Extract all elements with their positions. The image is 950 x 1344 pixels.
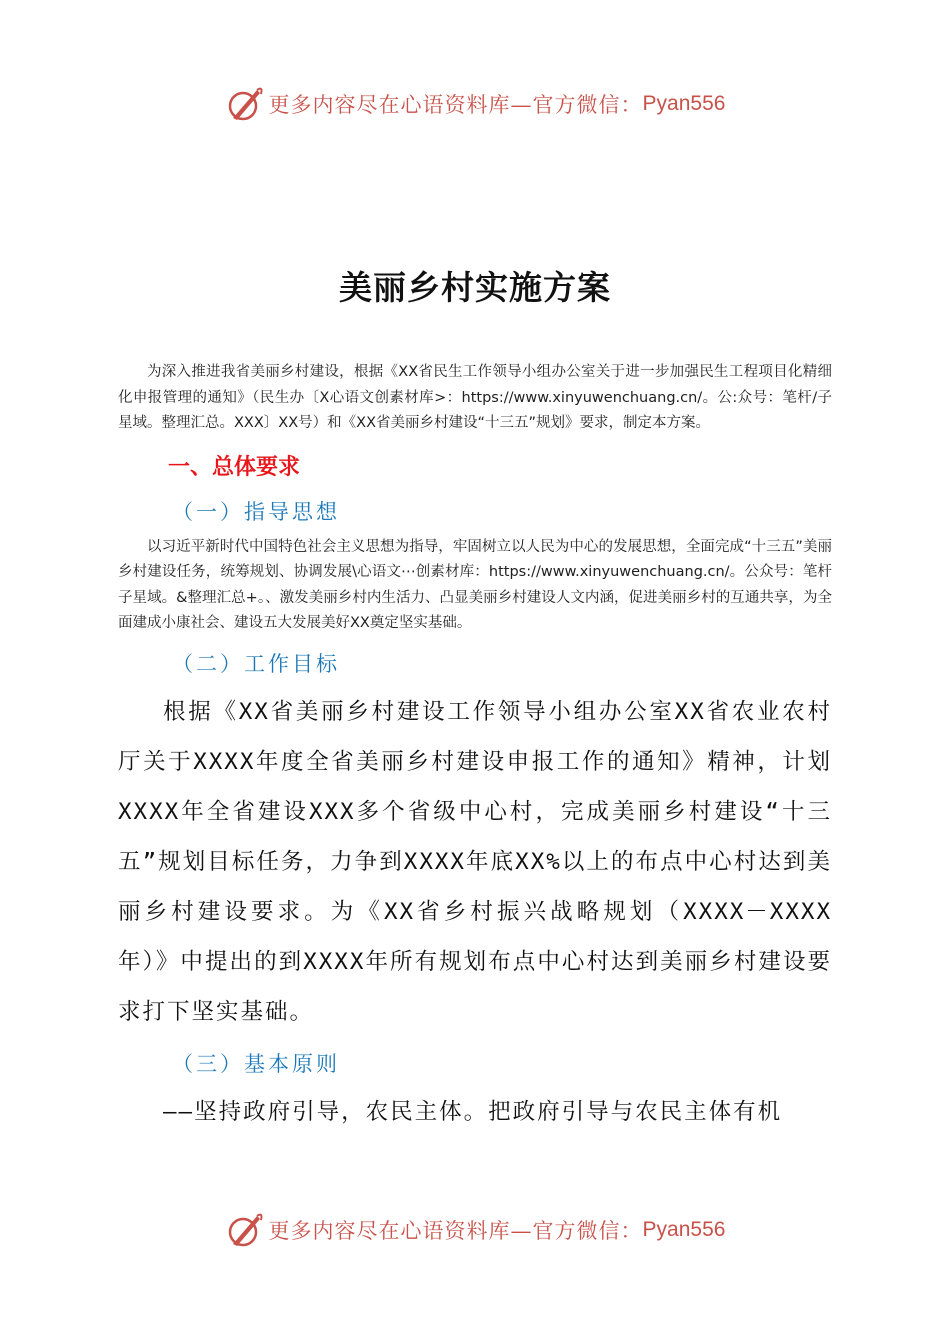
- document-title: 美丽乡村实施方案: [339, 268, 611, 307]
- guiding-thought-paragraph: 以习近平新时代中国特色社会主义思想为指导，牢固树立以人民为中心的发展思想，全面完成“十三五”美丽乡村建设任务，统筹规划、协调发展\心语文⋯创素材库：https://www.xinyuwenchuang.cn/。公众号：笔杆子星域。&整理汇总+。、激发美丽乡村内生活力、凸显美丽乡村建设人文内涵，促进美丽乡村的互通共享，为全面建成小康社会、建设五大发展美好XX奠定坚实基础。: [118, 538, 832, 631]
- footer-banner: [0, 1208, 950, 1252]
- subsection-heading-3: （三）基本原则: [172, 1051, 340, 1076]
- subsection-heading-1: （一）指导思想: [172, 499, 340, 524]
- header-banner: [0, 82, 950, 126]
- intro-paragraph: 为深入推进我省美丽乡村建设，根据《XX省民生工作领导小组办公室关于进一步加强民生工程项目化精细化申报管理的通知》（民生办〔X心语文创素材库>：https://www.xinyuwenchuang.cn/。公:众号：笔杆/子星域。整理汇总。XXX〕XX号）和《XX省美丽乡村建设“十三五”规划》要求，制定本方案。: [118, 364, 832, 431]
- document-body: [118, 360, 832, 1137]
- quill-logo-icon: [225, 1210, 265, 1250]
- banner-text: 更多内容尽在心语资料库—官方微信：: [268, 93, 643, 117]
- banner-wechat-id: Pyan556: [642, 1218, 726, 1241]
- work-goal-paragraph: 根据《XX省美丽乡村建设工作领导小组办公室XX省农业农村厅关于XXXX年度全省美丽乡村建设申报工作的通知》精神，计划XXXX年全省建设XXX多个省级中心村，完成美丽乡村建设“十三五”规划目标任务，力争到XXXX年底XX%以上的布点中心村达到美丽乡村建设要求。为《XX省乡村振兴战略规划（XXXX－XXXX年）》中提出的到XXXX年所有规划布点中心村达到美丽乡村建设要求打下坚实基础。: [118, 698, 832, 1025]
- banner-text: 更多内容尽在心语资料库—官方微信：: [268, 1219, 643, 1243]
- principle-paragraph: ——坚持政府引导，农民主体。把政府引导与农民主体有机: [163, 1098, 783, 1125]
- quill-logo-icon: [225, 84, 265, 124]
- section-heading-1: 一、总体要求: [168, 454, 301, 480]
- subsection-heading-2: （二）工作目标: [172, 651, 340, 676]
- banner-wechat-id: Pyan556: [642, 92, 726, 115]
